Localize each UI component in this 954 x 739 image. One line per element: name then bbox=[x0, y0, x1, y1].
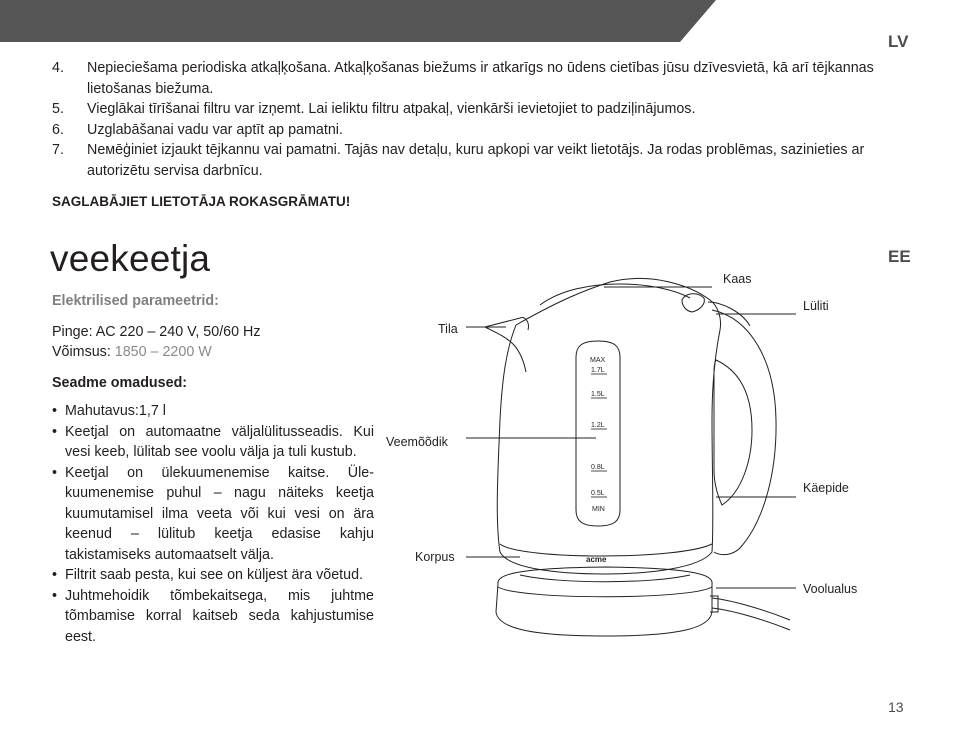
power-value: 1850 – 2200 W bbox=[114, 344, 212, 360]
scale-1-2: 1.2L bbox=[591, 422, 605, 429]
kettle-handle bbox=[712, 310, 776, 555]
label-lyliti: Lüliti bbox=[803, 299, 829, 313]
lv-item-text: Vieglākai tīrīšanai filtru var izņemt. Lai ieliktu filtru atpakaļ, vienkārši ievietojiet to padziļinājumos. bbox=[87, 101, 696, 117]
language-tag-ee: EE bbox=[888, 247, 911, 266]
params-heading: Elektrilised parameetrid: bbox=[52, 293, 219, 309]
voltage-text: Pinge: AC 220 – 240 V, 50/60 Hz bbox=[52, 323, 261, 340]
scale-1-7: 1.7L bbox=[591, 367, 605, 374]
lv-item-number: 7. bbox=[52, 142, 64, 158]
kettle-spout-tip bbox=[485, 318, 528, 330]
lv-save-note: SAGLABĀJIET LIETOTĀJA ROKASGRĀMATU! bbox=[52, 194, 351, 209]
scale-1-5: 1.5L bbox=[591, 391, 605, 398]
kettle-base-lip bbox=[520, 575, 690, 582]
lid-button bbox=[682, 294, 704, 312]
list-item: • Mahutavus:1,7 l bbox=[52, 401, 374, 422]
label-kaas: Kaas bbox=[723, 272, 752, 286]
label-kaepide: Käepide bbox=[803, 481, 849, 495]
page-title: veekeetja bbox=[50, 238, 211, 279]
language-tag-lv: LV bbox=[888, 32, 909, 51]
brand-logo: acme bbox=[586, 555, 607, 564]
kettle-body bbox=[497, 278, 720, 574]
power-label: Võimsus: bbox=[52, 344, 115, 360]
lv-item-number: 6. bbox=[52, 121, 64, 138]
lv-item-text: Uzglabāšanai vadu var aptīt ap pamatni. bbox=[87, 121, 343, 138]
scale-0-8: 0.8L bbox=[591, 464, 605, 471]
label-korpus: Korpus bbox=[415, 550, 455, 564]
list-item: • Keetjal on ülekuumenemise kaitse. Üle-kuumenemise puhul – nagu näiteks keetja kuumutamisel ilma veeta või kui vesi on ära keenud – lülitub keetja edasise kahju takistamiseks automaatselt välja. bbox=[52, 463, 374, 566]
list-item: • Filtrit saab pesta, kui see on küljest ära võetud. bbox=[52, 565, 374, 586]
lv-item-number: 4. bbox=[52, 60, 64, 76]
lv-item-text: Nepieciešama periodiska atkaļķošana. Atkaļķošanas biežums ir atkarīgs no ūdens cietības jūsu dzīvesvietā, kā arī tējkannas lietošanas biežuma. bbox=[87, 60, 874, 97]
lv-item-text: Neмēģiniet izjaukt tējkannu vai pamatni. Tajās nav detaļu, kuru apkopi var veikt lietotājs. Ja rodas problēmas, sazinieties ar autorizētu servisa darbnīcu. bbox=[87, 142, 865, 179]
list-item: • Keetjal on automaatne väljalülitusseadis. Kui vesi keeb, lülitab see voolu välja ja tuli kustub. bbox=[52, 422, 374, 463]
scale-0-5: 0.5L bbox=[591, 490, 605, 497]
list-item: • Juhtmehoidik tõmbekaitsega, mis juhtme tõmbamise korral kaitseb seda kahjustumise eest. bbox=[52, 586, 374, 648]
page-number: 13 bbox=[888, 699, 904, 715]
scale-min: MIN bbox=[592, 506, 605, 513]
scale-max: MAX bbox=[590, 357, 606, 364]
handle-inner bbox=[714, 360, 752, 505]
kettle-base-rim bbox=[498, 587, 712, 597]
label-veemoodik: Veemõõdik bbox=[386, 435, 448, 449]
label-tila: Tila bbox=[438, 322, 458, 336]
power-cord-2 bbox=[712, 608, 790, 630]
label-voolualus: Voolualus bbox=[803, 582, 858, 596]
lv-item-number: 5. bbox=[52, 101, 64, 117]
features-heading: Seadme omadused: bbox=[52, 374, 188, 391]
